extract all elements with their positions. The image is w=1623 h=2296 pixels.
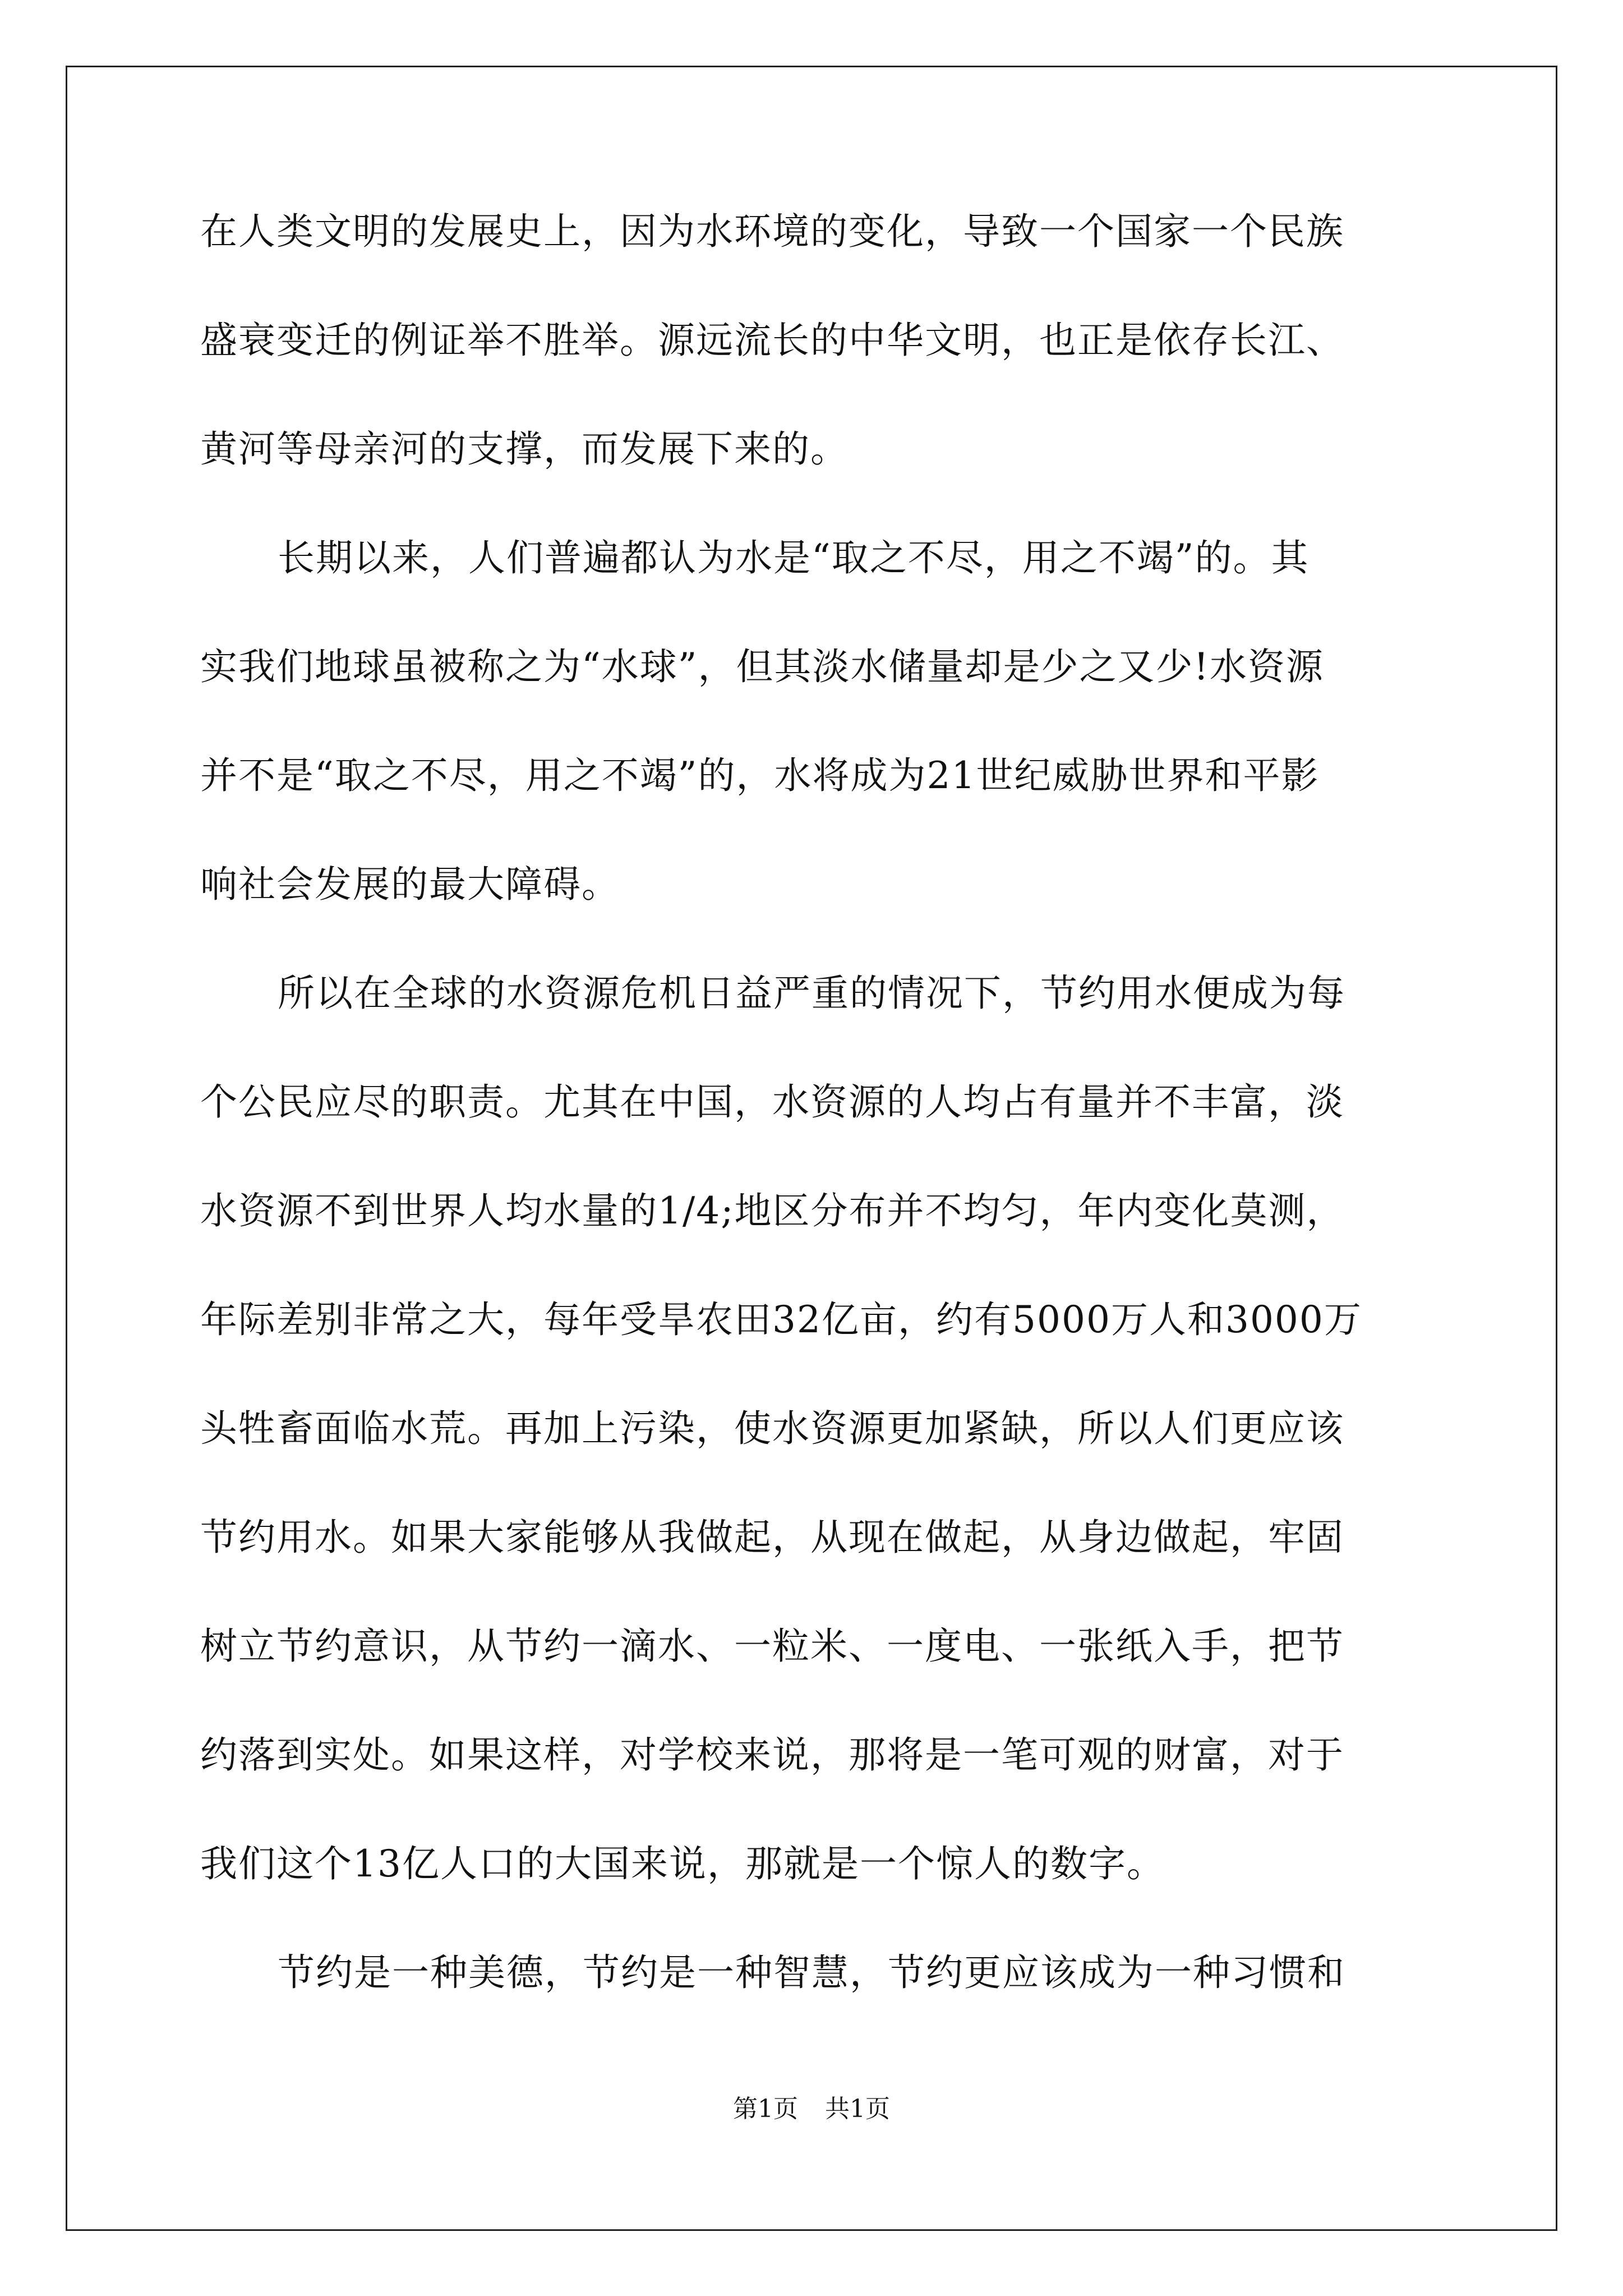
text-line-17: 节约是一种美德，节约是一种智慧，节约更应该成为一种习惯和: [278, 1951, 1345, 1994]
text-line-11: 年际差别非常之大，每年受旱农田32亿亩，约有5000万人和3000万: [200, 1298, 1362, 1341]
text-line-4: 长期以来，人们普遍都认为水是“取之不尽，用之不竭”的。其: [278, 536, 1310, 579]
text-line-6: 并不是“取之不尽，用之不竭”的，水将成为21世纪威胁世界和平影: [200, 754, 1320, 797]
text-line-9: 个公民应尽的职责。尤其在中国，水资源的人均占有量并不丰富，淡: [200, 1080, 1344, 1124]
text-line-12: 头牲畜面临水荒。再加上污染，使水资源更加紧缺，所以人们更应该: [200, 1407, 1344, 1450]
text-line-8: 所以在全球的水资源危机日益严重的情况下，节约用水便成为每: [278, 972, 1345, 1015]
text-line-2: 盛衰变迁的例证举不胜举。源远流长的中华文明，也正是依存长江、: [200, 319, 1344, 362]
text-line-14: 树立节约意识，从节约一滴水、一粒米、一度电、一张纸入手，把节: [200, 1625, 1344, 1668]
page-total: 共1页: [825, 2095, 890, 2123]
text-line-3: 黄河等母亲河的支撑，而发展下来的。: [200, 427, 849, 471]
document-body: [200, 210, 1468, 2063]
text-line-1: 在人类文明的发展史上，因为水环境的变化，导致一个国家一个民族: [200, 210, 1344, 253]
text-line-16: 我们这个13亿人口的大国来说，那就是一个惊人的数字。: [200, 1842, 1165, 1885]
text-line-10: 水资源不到世界人均水量的1/4;地区分布并不均匀，年内变化莫测，: [200, 1189, 1345, 1232]
text-line-15: 约落到实处。如果这样，对学校来说，那将是一笔可观的财富，对于: [200, 1733, 1344, 1777]
text-line-5: 实我们地球虽被称之为“水球”，但其淡水储量却是少之又少!水资源: [200, 645, 1325, 688]
text-line-13: 节约用水。如果大家能够从我做起，从现在做起，从身边做起，牢固: [200, 1516, 1344, 1559]
text-line-7: 响社会发展的最大障碍。: [200, 863, 620, 906]
page-number: 第1页: [733, 2095, 798, 2123]
page-footer: [0, 2097, 1623, 2122]
